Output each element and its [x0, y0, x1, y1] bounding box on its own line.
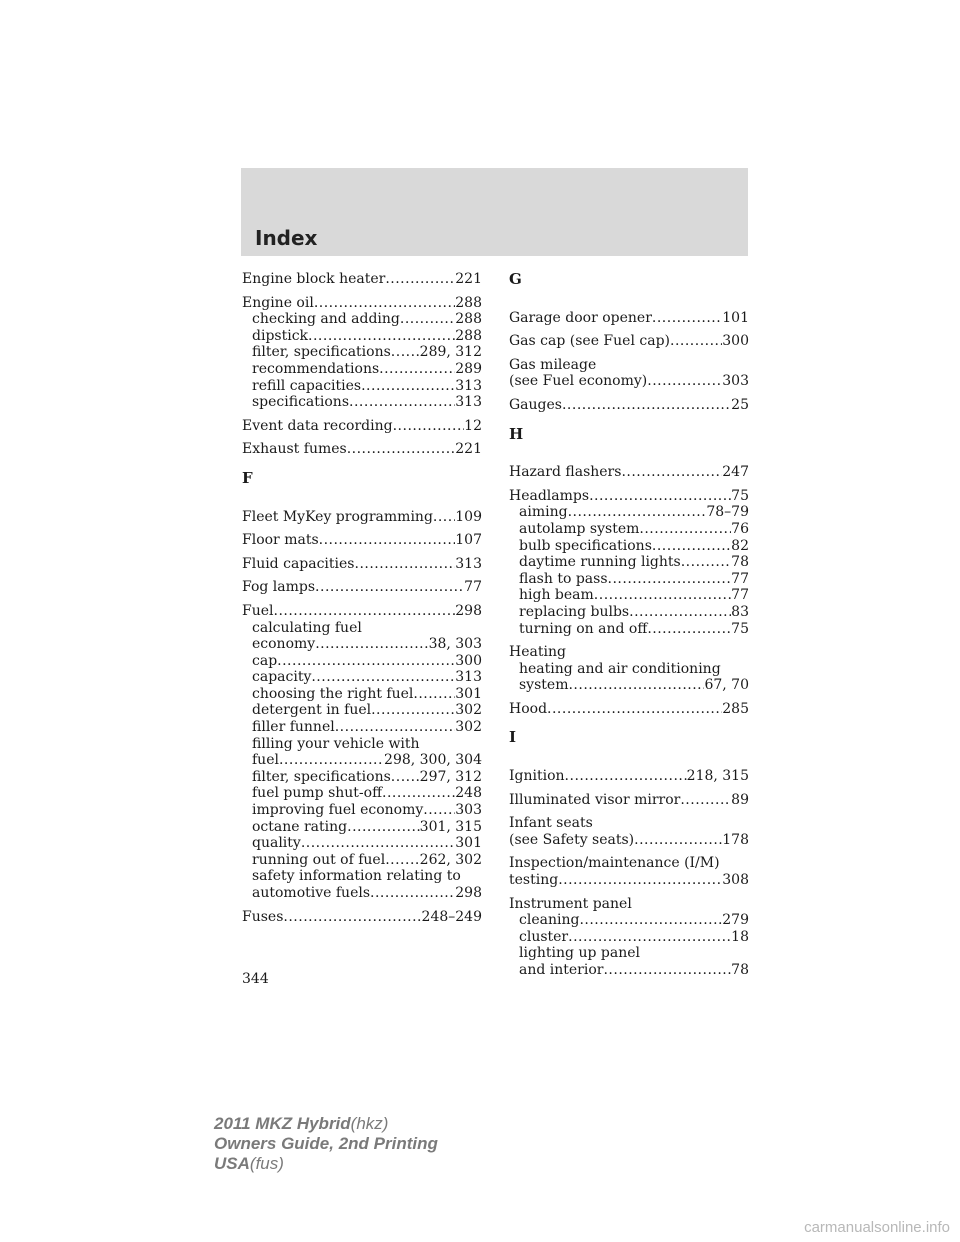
- index-subentry-line: [242, 769, 482, 786]
- index-term: aiming: [519, 504, 568, 521]
- index-term: turning on and off: [519, 620, 648, 637]
- index-page-ref: 301, 315: [419, 818, 482, 835]
- index-entry: [242, 909, 482, 926]
- dot-leader: [361, 378, 455, 395]
- index-subentry-line: [242, 885, 482, 902]
- index-entry-line: [509, 357, 749, 374]
- index-subentry-line: [242, 344, 482, 361]
- index-entry: [242, 441, 482, 458]
- index-page-ref: 303: [455, 802, 482, 819]
- index-entry-line: [509, 872, 749, 889]
- dot-leader: [652, 538, 731, 555]
- index-entry: [509, 464, 749, 481]
- index-term: heating and air conditioning: [519, 660, 721, 677]
- index-subentry-line: [242, 752, 482, 769]
- index-entry-line: [509, 815, 749, 832]
- index-subentry-line: [242, 835, 482, 852]
- index-term: Fuses: [242, 908, 284, 925]
- index-entry: [509, 768, 749, 785]
- index-page-ref: 301: [455, 835, 482, 852]
- index-term: running out of fuel: [252, 851, 386, 868]
- index-page-ref: 109: [455, 508, 482, 525]
- index-term: cap: [252, 652, 278, 669]
- dot-leader: [393, 418, 465, 435]
- index-entry-line: [242, 579, 482, 596]
- index-subentry-line: [509, 912, 749, 929]
- index-entry: [509, 701, 749, 718]
- dot-leader: [568, 929, 731, 946]
- index-entry: [509, 357, 749, 390]
- index-term: Hood: [509, 700, 548, 717]
- index-entry-line: [509, 373, 749, 390]
- index-page-ref: 298, 300, 304: [384, 752, 482, 769]
- index-section-letter: H: [509, 424, 524, 443]
- index-entry: [509, 488, 749, 637]
- dot-leader: [621, 464, 722, 481]
- index-page-ref: 302: [455, 719, 482, 736]
- index-page-ref: 289, 312: [419, 344, 482, 361]
- index-page-ref: 300: [455, 652, 482, 669]
- index-page-ref: 178: [722, 831, 749, 848]
- index-subentry-line: [509, 604, 749, 621]
- index-term: and interior: [519, 962, 604, 978]
- index-page-ref: 313: [455, 555, 482, 572]
- index-page-ref: 313: [455, 394, 482, 411]
- index-entry-line: [509, 701, 749, 718]
- index-entry: [242, 418, 482, 435]
- index-page-ref: 67, 70: [704, 677, 749, 694]
- dot-leader: [547, 701, 722, 718]
- index-term: choosing the right fuel: [252, 685, 414, 702]
- index-page-ref: 83: [731, 603, 749, 620]
- dot-leader: [680, 792, 731, 809]
- index-term: Headlamps: [509, 487, 590, 504]
- dot-leader: [391, 344, 420, 361]
- index-term: autolamp system: [519, 520, 640, 537]
- index-term: filter, specifications: [252, 344, 391, 361]
- index-page-ref: 298: [455, 885, 482, 901]
- index-entry: [509, 644, 749, 694]
- footer-guide: Owners Guide, 2nd Printing: [214, 1134, 438, 1153]
- index-page-ref: 82: [731, 537, 749, 554]
- index-term: refill capacities: [252, 377, 362, 394]
- index-subentry-line: [242, 702, 482, 719]
- dot-leader: [277, 653, 455, 670]
- index-term: filter, specifications: [252, 768, 391, 785]
- dot-leader: [371, 702, 455, 719]
- index-page-ref: 77: [731, 587, 749, 604]
- index-subentry-line: [509, 621, 749, 638]
- index-entry: [509, 896, 749, 979]
- index-page-ref: 297, 312: [419, 768, 482, 785]
- index-term: filler funnel: [252, 719, 335, 736]
- dot-leader: [349, 394, 455, 411]
- index-term: Ignition: [509, 768, 565, 785]
- index-entry: [509, 397, 749, 414]
- index-term: safety information relating to: [252, 868, 461, 885]
- dot-leader: [279, 752, 384, 769]
- index-term: Instrument panel: [509, 895, 632, 912]
- dot-leader: [565, 768, 687, 785]
- index-page-ref: 262, 302: [419, 851, 482, 868]
- dot-leader: [385, 852, 419, 869]
- page-number: 344: [242, 971, 269, 987]
- index-entry: [509, 310, 749, 327]
- dot-leader: [568, 504, 707, 521]
- index-page-ref: 300: [722, 333, 749, 350]
- dot-leader: [579, 912, 722, 929]
- index-page-ref: 248: [455, 785, 482, 802]
- index-entry-line: [509, 488, 749, 505]
- index-term: Inspection/maintenance (I/M): [509, 855, 720, 872]
- index-page-ref: 301: [455, 685, 482, 702]
- index-subentry-line: [509, 945, 749, 962]
- index-entry-line: [242, 295, 482, 312]
- index-term: cluster: [519, 928, 569, 945]
- index-page-ref: 288: [455, 311, 482, 328]
- dot-leader: [385, 271, 455, 288]
- index-entry-line: [242, 509, 482, 526]
- index-entry-line: [242, 603, 482, 620]
- index-subentry-line: [242, 819, 482, 836]
- dot-leader: [400, 311, 455, 328]
- dot-leader: [568, 677, 704, 694]
- index-entry-line: [509, 464, 749, 481]
- index-page-ref: 75: [731, 487, 749, 504]
- index-subentry-line: [242, 669, 482, 686]
- dot-leader: [308, 328, 455, 345]
- index-term: cleaning: [519, 912, 580, 929]
- index-entry: [242, 271, 482, 288]
- dot-leader: [634, 832, 722, 849]
- dot-leader: [413, 686, 455, 703]
- dot-leader: [382, 785, 455, 802]
- index-term: fuel pump shut-off: [252, 785, 383, 802]
- index-subentry-line: [509, 554, 749, 571]
- index-subentry-line: [242, 736, 482, 753]
- index-term: capacity: [252, 669, 312, 686]
- dot-leader: [681, 554, 731, 571]
- index-term: dipstick: [252, 327, 309, 344]
- index-page-ref: 18: [731, 928, 749, 945]
- index-entry-line: [242, 441, 482, 458]
- index-entry-line: [509, 310, 749, 327]
- footer-model: 2011 MKZ Hybrid: [214, 1114, 351, 1133]
- index-subentry-line: [242, 620, 482, 637]
- index-term: Fleet MyKey programming: [242, 508, 433, 525]
- index-page-ref: 289: [455, 360, 482, 377]
- index-term: lighting up panel: [519, 945, 640, 962]
- index-column-right: [509, 271, 749, 986]
- index-term: (see Fuel economy): [509, 373, 648, 390]
- dot-leader: [355, 556, 456, 573]
- footer-region: USA: [214, 1154, 250, 1173]
- index-term: fuel: [252, 752, 279, 769]
- index-section-letter: G: [509, 270, 522, 288]
- index-term: Heating: [509, 644, 566, 661]
- dot-leader: [647, 621, 731, 638]
- dot-leader: [594, 587, 731, 604]
- index-subentry-line: [242, 361, 482, 378]
- dot-leader: [379, 361, 455, 378]
- index-term: Fuel: [242, 602, 274, 619]
- index-page-ref: 285: [722, 700, 749, 717]
- index-term: bulb specifications: [519, 537, 652, 554]
- index-term: Engine oil: [242, 294, 314, 311]
- index-entry-line: [509, 792, 749, 809]
- index-page-ref: 221: [455, 441, 482, 458]
- index-term: (see Safety seats): [509, 831, 635, 848]
- index-page-ref: 101: [722, 309, 749, 326]
- index-page-ref: 247: [722, 464, 749, 481]
- index-subentry-line: [509, 962, 749, 979]
- index-page-ref: 308: [722, 872, 749, 889]
- index-term: quality: [252, 835, 301, 852]
- index-section-letter: F: [242, 468, 253, 487]
- index-page-ref: 78–79: [706, 504, 749, 521]
- index-entry-line: [509, 832, 749, 849]
- index-page-ref: 218, 315: [686, 768, 749, 785]
- watermark-text: carmanualsonline.info: [804, 1219, 950, 1236]
- dot-leader: [283, 909, 421, 926]
- index-term: economy: [252, 636, 316, 653]
- index-term: recommendations: [252, 360, 380, 377]
- index-column-left: [242, 271, 482, 932]
- dot-leader: [423, 802, 455, 819]
- index-term: detergent in fuel: [252, 702, 372, 719]
- index-entry: [509, 792, 749, 809]
- index-term: Garage door opener: [509, 309, 652, 326]
- dot-leader: [315, 579, 464, 596]
- dot-leader: [562, 397, 731, 414]
- index-term: Hazard flashers: [509, 464, 622, 481]
- index-entry-line: [509, 768, 749, 785]
- index-entry: [509, 815, 749, 848]
- index-header-band: [241, 168, 748, 256]
- index-entry-line: [242, 909, 482, 926]
- index-subentry-line: [509, 521, 749, 538]
- dot-leader: [629, 604, 731, 621]
- index-page-ref: 77: [464, 579, 482, 596]
- index-term: Engine block heater: [242, 271, 386, 287]
- index-page-ref: 75: [731, 620, 749, 637]
- index-page-ref: 279: [722, 912, 749, 929]
- index-term: Event data recording: [242, 417, 393, 434]
- index-entry: [242, 509, 482, 526]
- index-term: Fog lamps: [242, 579, 316, 596]
- index-page-ref: 78: [731, 962, 749, 978]
- index-term: octane rating: [252, 818, 348, 835]
- index-entry: [242, 532, 482, 549]
- index-subentry-line: [242, 636, 482, 653]
- index-term: Gas mileage: [509, 356, 597, 373]
- index-subentry-line: [242, 802, 482, 819]
- index-page-ref: 77: [731, 570, 749, 587]
- index-subentry-line: [242, 394, 482, 411]
- index-section-letter: I: [509, 728, 517, 747]
- index-term: specifications: [252, 394, 350, 411]
- index-entry: [509, 333, 749, 350]
- index-term: checking and adding: [252, 311, 400, 328]
- index-term: Exhaust fumes: [242, 441, 347, 458]
- index-subentry-line: [509, 571, 749, 588]
- index-entry: [509, 855, 749, 888]
- index-subentry-line: [242, 852, 482, 869]
- index-entry-line: [509, 333, 749, 350]
- index-entry-line: [509, 896, 749, 913]
- index-page-ref: 288: [455, 294, 482, 311]
- index-term: Gas cap (see Fuel cap): [509, 333, 670, 350]
- index-term: Fluid capacities: [242, 555, 355, 572]
- dot-leader: [603, 962, 731, 979]
- dot-leader: [670, 333, 722, 350]
- dot-leader: [274, 603, 456, 620]
- footer-region-code: (fus): [249, 1154, 284, 1173]
- index-subentry-line: [242, 378, 482, 395]
- index-page-ref: 76: [731, 520, 749, 537]
- index-term: replacing bulbs: [519, 603, 630, 620]
- index-term: calculating fuel: [252, 619, 362, 636]
- index-subentry-line: [242, 785, 482, 802]
- dot-leader: [315, 636, 428, 653]
- dot-leader: [608, 571, 732, 588]
- index-page-ref: 302: [455, 702, 482, 719]
- index-term: automotive fuels: [252, 885, 371, 901]
- dot-leader: [433, 509, 455, 526]
- index-term: testing: [509, 872, 559, 889]
- dot-leader: [311, 669, 455, 686]
- index-term: Illuminated visor mirror: [509, 791, 681, 808]
- dot-leader: [370, 885, 455, 902]
- dot-leader: [647, 373, 722, 390]
- index-subentry-line: [242, 328, 482, 345]
- index-entry-line: [509, 397, 749, 414]
- index-entry: [242, 295, 482, 411]
- index-entry-line: [242, 271, 482, 288]
- index-subentry-line: [242, 719, 482, 736]
- index-entry-line: [509, 855, 749, 872]
- dot-leader: [347, 819, 420, 836]
- index-subentry-line: [509, 504, 749, 521]
- index-page-ref: 313: [455, 669, 482, 686]
- index-page-ref: 107: [455, 532, 482, 549]
- index-subentry-line: [509, 929, 749, 946]
- index-entry-line: [509, 644, 749, 661]
- dot-leader: [391, 769, 420, 786]
- index-entry-line: [242, 418, 482, 435]
- index-subentry-line: [242, 686, 482, 703]
- index-subentry-line: [509, 661, 749, 678]
- index-page-ref: 221: [455, 271, 482, 287]
- index-subentry-line: [242, 653, 482, 670]
- index-entry-line: [242, 532, 482, 549]
- index-page-ref: 78: [731, 554, 749, 571]
- index-page-ref: 248–249: [421, 908, 482, 925]
- page-title: Index: [255, 226, 318, 250]
- index-term: high beam: [519, 587, 594, 604]
- index-term: filling your vehicle with: [252, 735, 420, 752]
- dot-leader: [558, 872, 722, 889]
- dot-leader: [314, 295, 455, 312]
- index-subentry-line: [242, 311, 482, 328]
- document-footer: [214, 1114, 438, 1174]
- index-entry-line: [242, 556, 482, 573]
- index-subentry-line: [509, 587, 749, 604]
- index-subentry-line: [509, 677, 749, 694]
- index-term: system: [519, 677, 569, 694]
- index-term: flash to pass: [519, 570, 608, 587]
- index-page-ref: 38, 303: [428, 636, 482, 653]
- index-page-ref: 12: [464, 417, 482, 434]
- index-page-ref: 313: [455, 377, 482, 394]
- index-subentry-line: [242, 868, 482, 885]
- dot-leader: [319, 532, 456, 549]
- index-term: Floor mats: [242, 532, 319, 549]
- index-entry: [242, 603, 482, 902]
- index-page-ref: 303: [722, 373, 749, 390]
- index-subentry-line: [509, 538, 749, 555]
- dot-leader: [589, 488, 731, 505]
- index-entry: [242, 556, 482, 573]
- dot-leader: [347, 441, 456, 458]
- index-page-ref: 89: [731, 791, 749, 808]
- index-term: improving fuel economy: [252, 802, 424, 819]
- index-page-ref: 25: [731, 396, 749, 413]
- dot-leader: [639, 521, 731, 538]
- dot-leader: [301, 835, 455, 852]
- footer-model-code: (hkz): [350, 1114, 389, 1133]
- index-page-ref: 298: [455, 602, 482, 619]
- index-term: Infant seats: [509, 815, 593, 832]
- index-entry: [242, 579, 482, 596]
- index-term: Gauges: [509, 396, 562, 413]
- dot-leader: [335, 719, 456, 736]
- dot-leader: [652, 310, 722, 327]
- index-page-ref: 288: [455, 327, 482, 344]
- index-term: daytime running lights: [519, 554, 681, 571]
